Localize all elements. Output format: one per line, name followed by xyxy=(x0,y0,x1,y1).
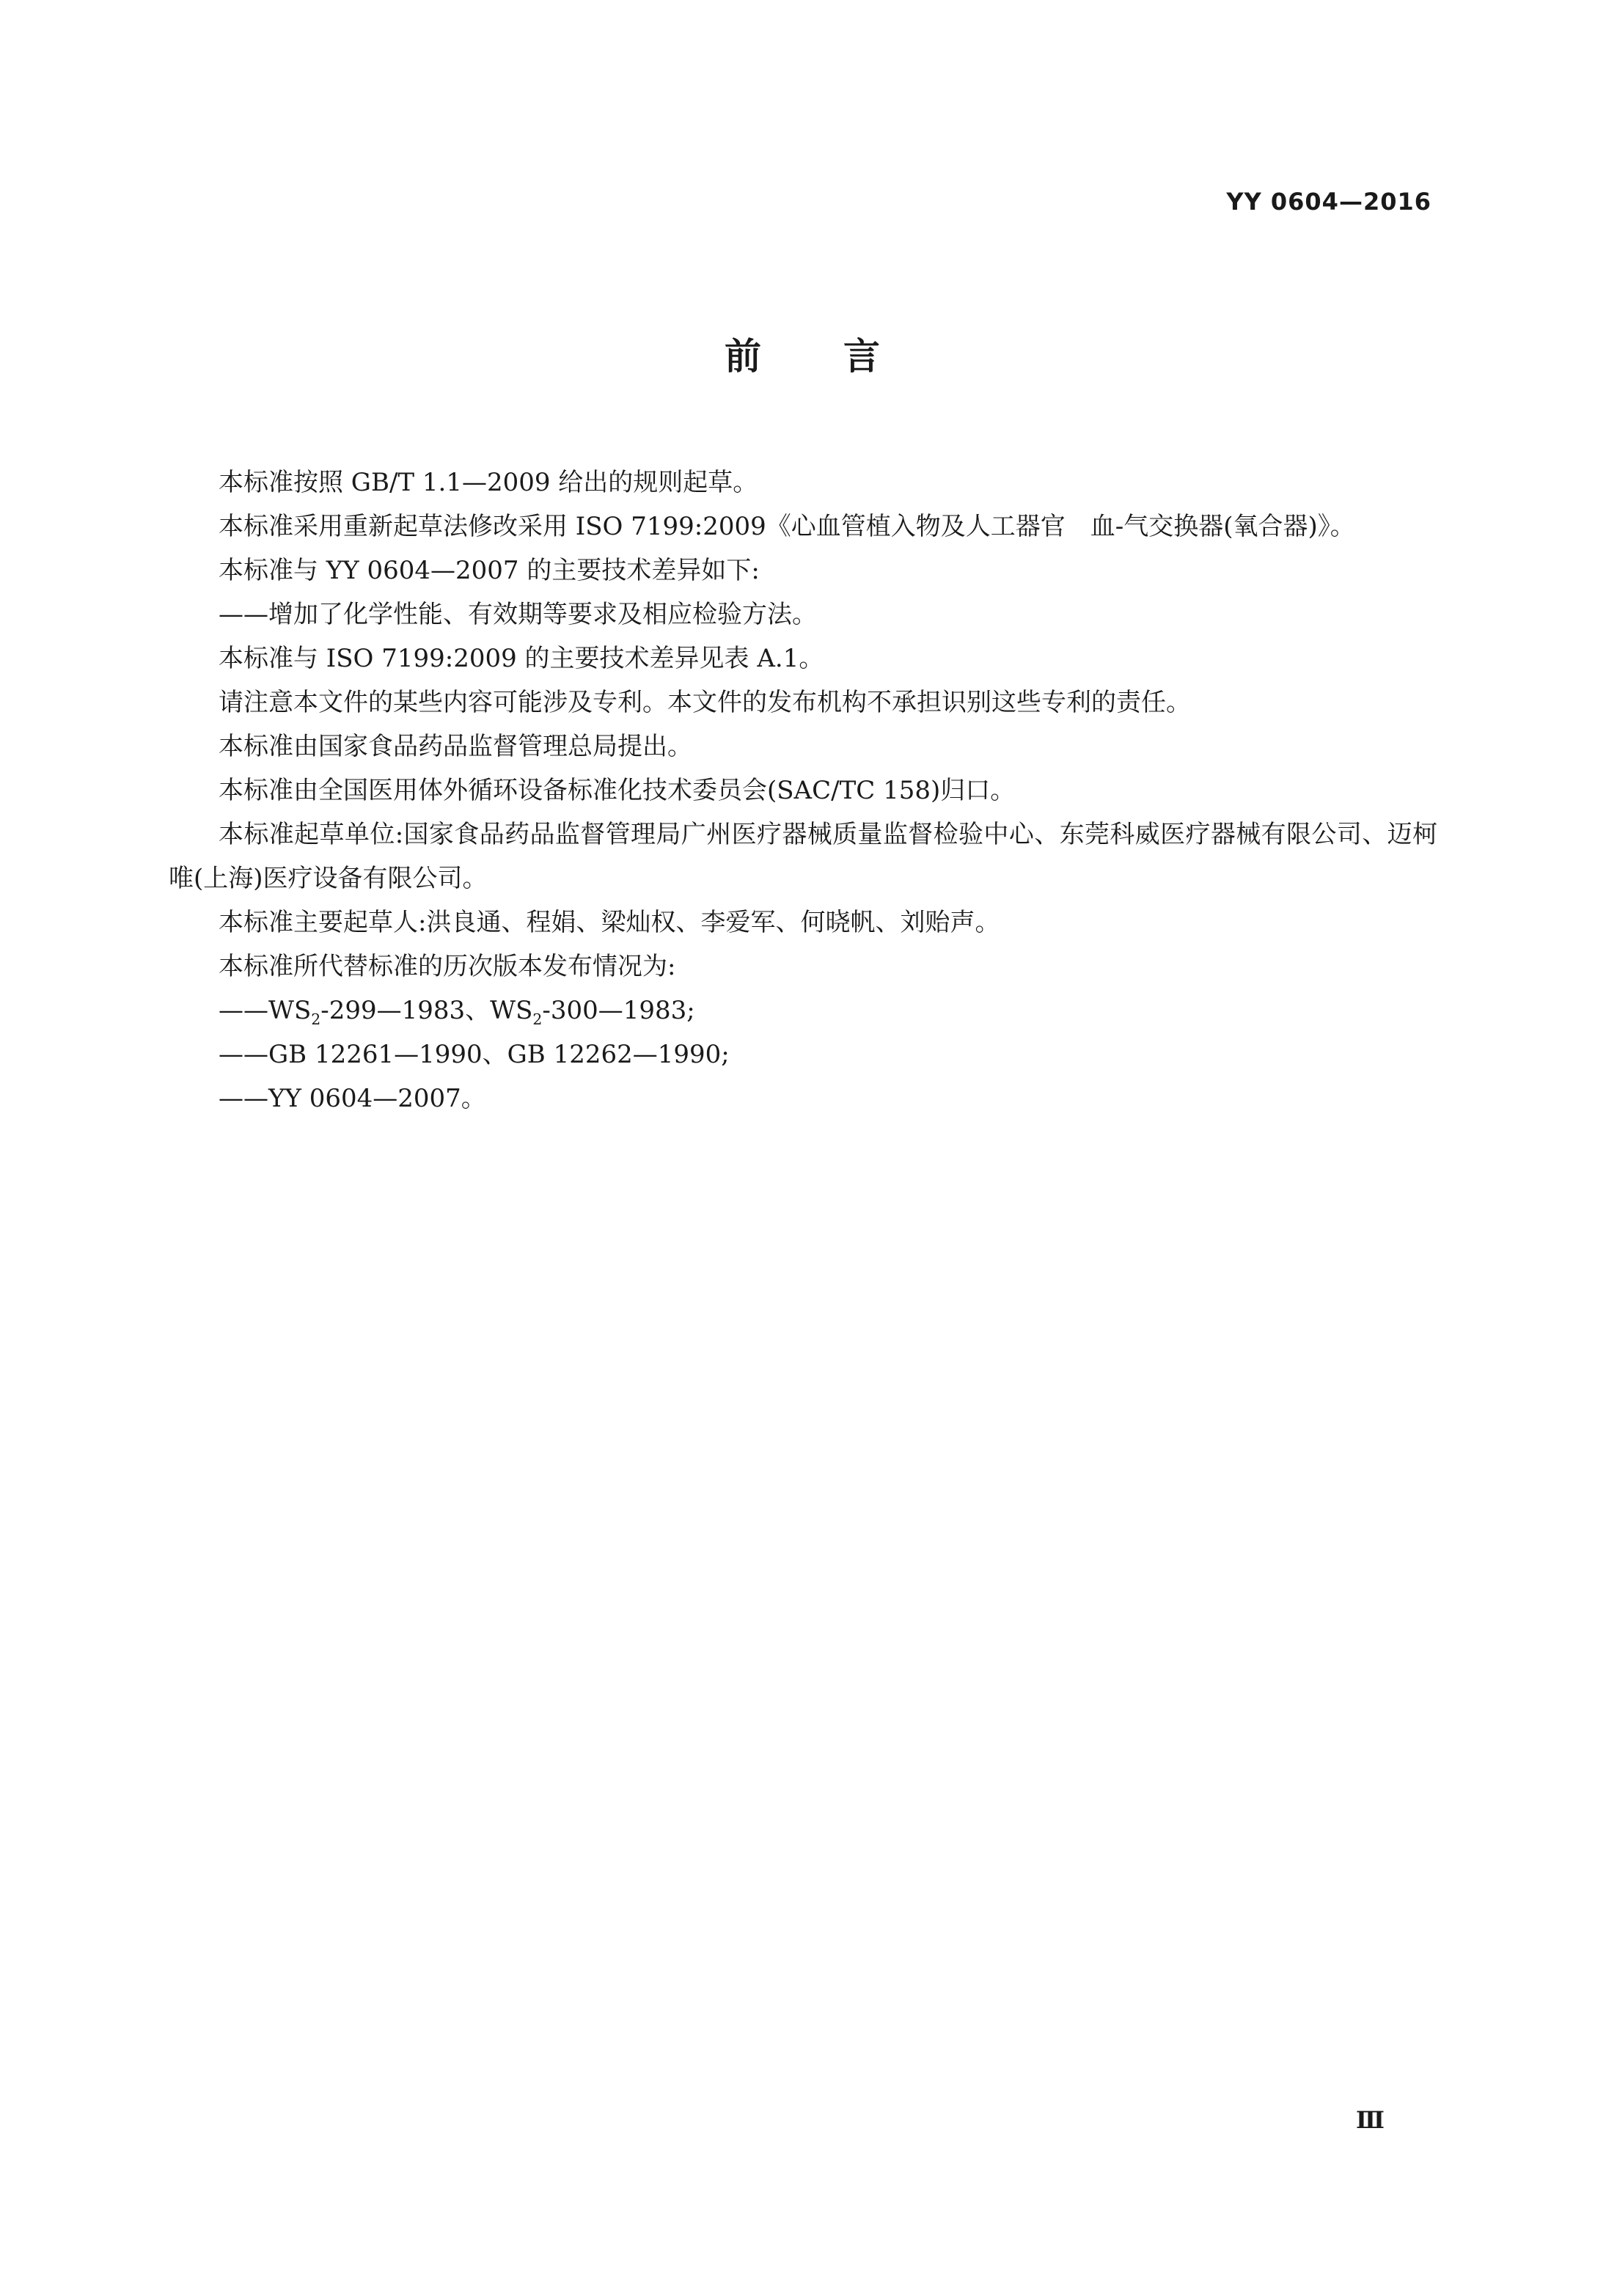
list-item: ——YY 0604—2007。 xyxy=(219,1084,486,1113)
list-item-text: -299—1983、WS xyxy=(320,996,533,1025)
paragraph: 本标准由全国医用体外循环设备标准化技术委员会(SAC/TC 158)归口。 xyxy=(219,776,1016,805)
paragraph: 本标准采用重新起草法修改采用 ISO 7199:2009《心血管植入物及人工器官 血-气交换器(氧合器)》。 xyxy=(219,512,1355,541)
list-item-text: ——WS xyxy=(219,996,312,1025)
title-char-1: 前 xyxy=(725,335,763,378)
subscript: 2 xyxy=(311,1010,321,1028)
page-number: Ⅲ xyxy=(1356,2106,1385,2134)
paragraph: 本标准按照 GB/T 1.1—2009 给出的规则起草。 xyxy=(219,468,758,497)
paragraph: 请注意本文件的某些内容可能涉及专利。本文件的发布机构不承担识别这些专利的责任。 xyxy=(219,688,1191,717)
title-char-2: 言 xyxy=(843,335,881,378)
paragraph: 本标准起草单位:国家食品药品监督管理局广州医疗器械质量监督检验中心、东莞科威医疗器械有限公司、迈柯唯(上海)医疗设备有限公司。 xyxy=(169,820,1437,893)
list-item: ——GB 12261—1990、GB 12262—1990; xyxy=(219,1040,730,1069)
list-item xyxy=(169,989,1437,1033)
paragraph: 本标准主要起草人:洪良通、程娟、梁灿权、李爱军、何晓帆、刘贻声。 xyxy=(219,908,1000,937)
paragraph: 本标准与 ISO 7199:2009 的主要技术差异见表 A.1。 xyxy=(219,644,824,673)
list-item: ——增加了化学性能、有效期等要求及相应检验方法。 xyxy=(219,600,817,629)
paragraph: 本标准所代替标准的历次版本发布情况为: xyxy=(219,952,676,981)
page-title xyxy=(0,327,1606,380)
subscript: 2 xyxy=(532,1010,543,1028)
standard-number: YY 0604—2016 xyxy=(1226,188,1431,216)
paragraph: 本标准与 YY 0604—2007 的主要技术差异如下: xyxy=(219,556,760,585)
paragraph: 本标准由国家食品药品监督管理总局提出。 xyxy=(219,732,692,761)
list-item-text: -300—1983; xyxy=(542,996,695,1025)
foreword-body xyxy=(169,461,1437,1121)
